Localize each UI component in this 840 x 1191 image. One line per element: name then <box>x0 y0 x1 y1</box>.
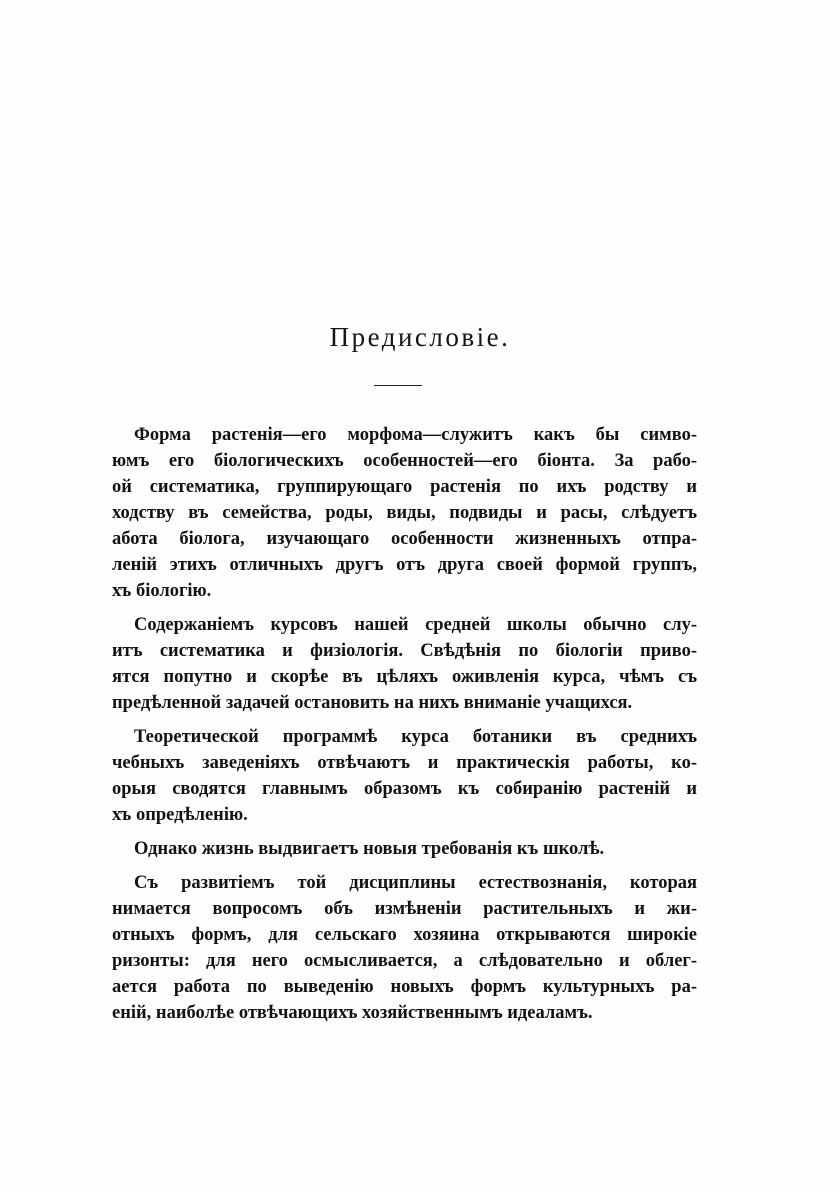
title-rule <box>374 385 422 386</box>
text-line: итъ систематика и физіологія. Свѣдѣнія по біологіи приво- <box>112 641 697 661</box>
text-line: Форма растенія—его морфома—служитъ какъ бы симво- <box>134 425 697 445</box>
paragraph-1 <box>112 422 697 604</box>
text-line: Содержаніемъ курсовъ нашей средней школы обычно слу- <box>134 615 697 635</box>
text-line: отныхъ формъ, для сельскаго хозяина открываются широкіе <box>112 925 697 945</box>
paragraph-2 <box>112 612 697 716</box>
text-line: нимается вопросомъ объ измѣненіи растительныхъ и жи- <box>112 899 697 919</box>
preface-body <box>112 422 697 1026</box>
text-line: Теоретической программѣ курса ботаники въ среднихъ <box>134 727 697 747</box>
text-line: юмъ его біологическихъ особенностей—его біонта. За рабо- <box>112 451 697 471</box>
paragraph-3 <box>112 724 697 828</box>
text-line: ается работа по выведенію новыхъ формъ культурныхъ ра- <box>112 977 697 997</box>
text-line: орыя сводятся главнымъ образомъ къ собиранію растеній и <box>112 779 697 799</box>
text-line: Однако жизнь выдвигаетъ новыя требованія къ школѣ. <box>134 839 605 859</box>
text-line: хъ біологію. <box>112 581 212 601</box>
text-line: ризонты: для него осмысливается, а слѣдовательно и облег- <box>112 951 697 971</box>
page-title: Предисловіе. <box>329 322 511 352</box>
text-line: ятся попутно и скорѣе въ цѣляхъ оживленія курса, чѣмъ съ <box>112 667 697 687</box>
text-line: хъ опредѣленію. <box>112 805 248 825</box>
text-line: Съ развитіемъ той дисциплины естествознанія, которая <box>134 873 697 893</box>
text-line: предѣленной задачей остановить на нихъ вниманіе учащихся. <box>112 693 633 713</box>
paragraph-5 <box>112 870 697 1026</box>
text-line: аботa біолога, изучающаго особенности жизненныхъ отпра- <box>112 529 697 549</box>
text-line: ходству въ семейства, роды, виды, подвиды и расы, слѣдуетъ <box>112 503 697 523</box>
text-line: леній этихъ отличныхъ другъ отъ друга своей формой группъ, <box>112 555 697 575</box>
text-line: еній, наиболѣе отвѣчающихъ хозяйственнымъ идеаламъ. <box>112 1003 593 1023</box>
text-line: чебныхъ заведеніяхъ отвѣчаютъ и практическія работы, ко- <box>112 753 697 773</box>
paragraph-4 <box>112 836 697 862</box>
text-line: ой систематика, группирующаго растенія по ихъ родству и <box>112 477 697 497</box>
